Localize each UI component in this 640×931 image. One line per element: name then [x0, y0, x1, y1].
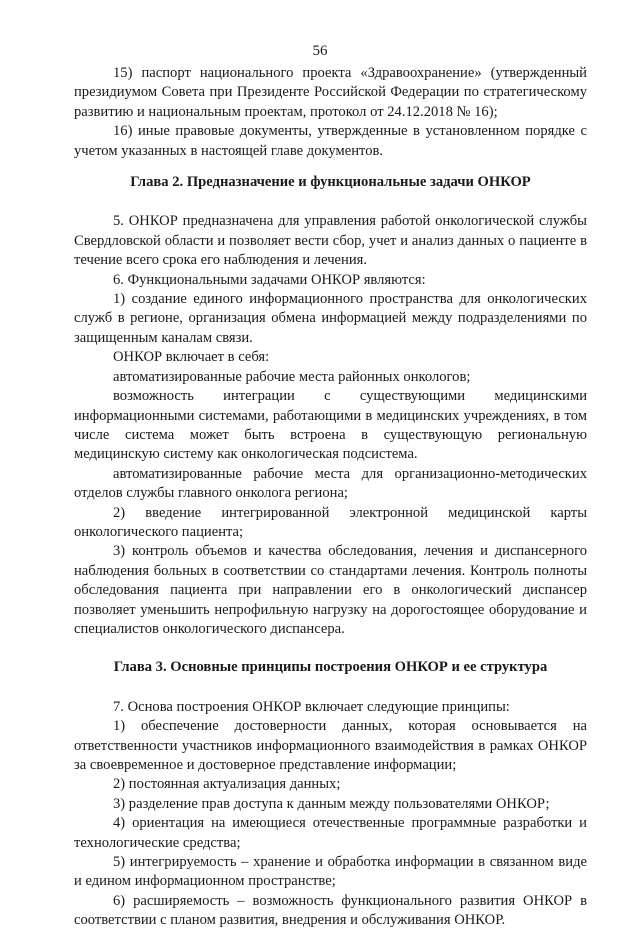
document-body: [74, 64, 587, 931]
paragraph-6: 6. Функциональными задачами ОНКОР являются:: [113, 271, 426, 288]
chapter-2-heading: Глава 2. Предназначение и функциональные задачи ОНКОР: [130, 174, 531, 191]
list-item-15: 15) паспорт национального проекта «Здравоохранение» (утвержденный президиумом Совета при Президенте Российской Федерации по стратегическому развитию и национальным проектам, протокол от 24.12.2018 № 16);: [74, 65, 587, 120]
include-integration: возможность интеграции с существующими медицинскими информационными системами, работающими в медицинских учреждениях, в том числе система может быть встроена в существующую региональную медицинскую систему как онкологическая подсистема.: [74, 388, 587, 463]
task-1: 1) создание единого информационного пространства для онкологических служб в регионе, организация обмена информацией между подразделениями по защищенным каналам связи.: [74, 291, 587, 346]
task-3: 3) контроль объемов и качества обследования, лечения и диспансерного наблюдения больных в соответствии со стандартами лечения. Контроль полноты обследования пациента при направлении его в онкологический диспансер позволяет уменьшить непрофильную нагрузку на дорогостоящее оборудование и специалистов онкологического диспансера.: [74, 543, 587, 637]
principle-6: 6) расширяемость – возможность функционального развития ОНКОР в соответствии с планом развития, внедрения и обслуживания ОНКОР.: [74, 892, 587, 929]
include-workstations-oncologists: автоматизированные рабочие места районных онкологов;: [113, 368, 471, 385]
principle-2: 2) постоянная актуализация данных;: [113, 776, 341, 793]
page-number: 56: [312, 43, 328, 59]
principle-3: 3) разделение прав доступа к данным между пользователями ОНКОР;: [113, 795, 550, 812]
task-2: 2) введение интегрированной электронной медицинской карты онкологического пациента;: [74, 504, 587, 540]
chapter-3-heading: Глава 3. Основные принципы построения ОНКОР и ее структура: [113, 659, 548, 676]
include-workstations-methodical: автоматизированные рабочие места для организационно-методических отделов службы главного онколога региона;: [74, 465, 587, 502]
list-item-16: 16) иные правовые документы, утвержденные в установленном порядке с учетом указанных в настоящей главе документов.: [74, 123, 587, 159]
principle-5: 5) интегрируемость – хранение и обработка информации в связанном виде и едином информационном пространстве;: [74, 854, 587, 890]
principle-1: 1) обеспечение достоверности данных, которая основывается на ответственности участников информационного взаимодействия в рамках ОНКОР за своевременное и достоверное представление информации;: [74, 718, 587, 773]
principle-4: 4) ориентация на имеющиеся отечественные программные разработки и технологические средства;: [74, 815, 587, 851]
paragraph-5: 5. ОНКОР предназначена для управления работой онкологической службы Свердловской области и позволяет вести сбор, учет и анализ данных о пациенте в течение всего срока его наблюдения и лечения.: [74, 213, 587, 269]
paragraph-7: 7. Основа построения ОНКОР включает следующие принципы:: [113, 698, 510, 715]
onkor-includes-label: ОНКОР включает в себя:: [113, 349, 270, 366]
